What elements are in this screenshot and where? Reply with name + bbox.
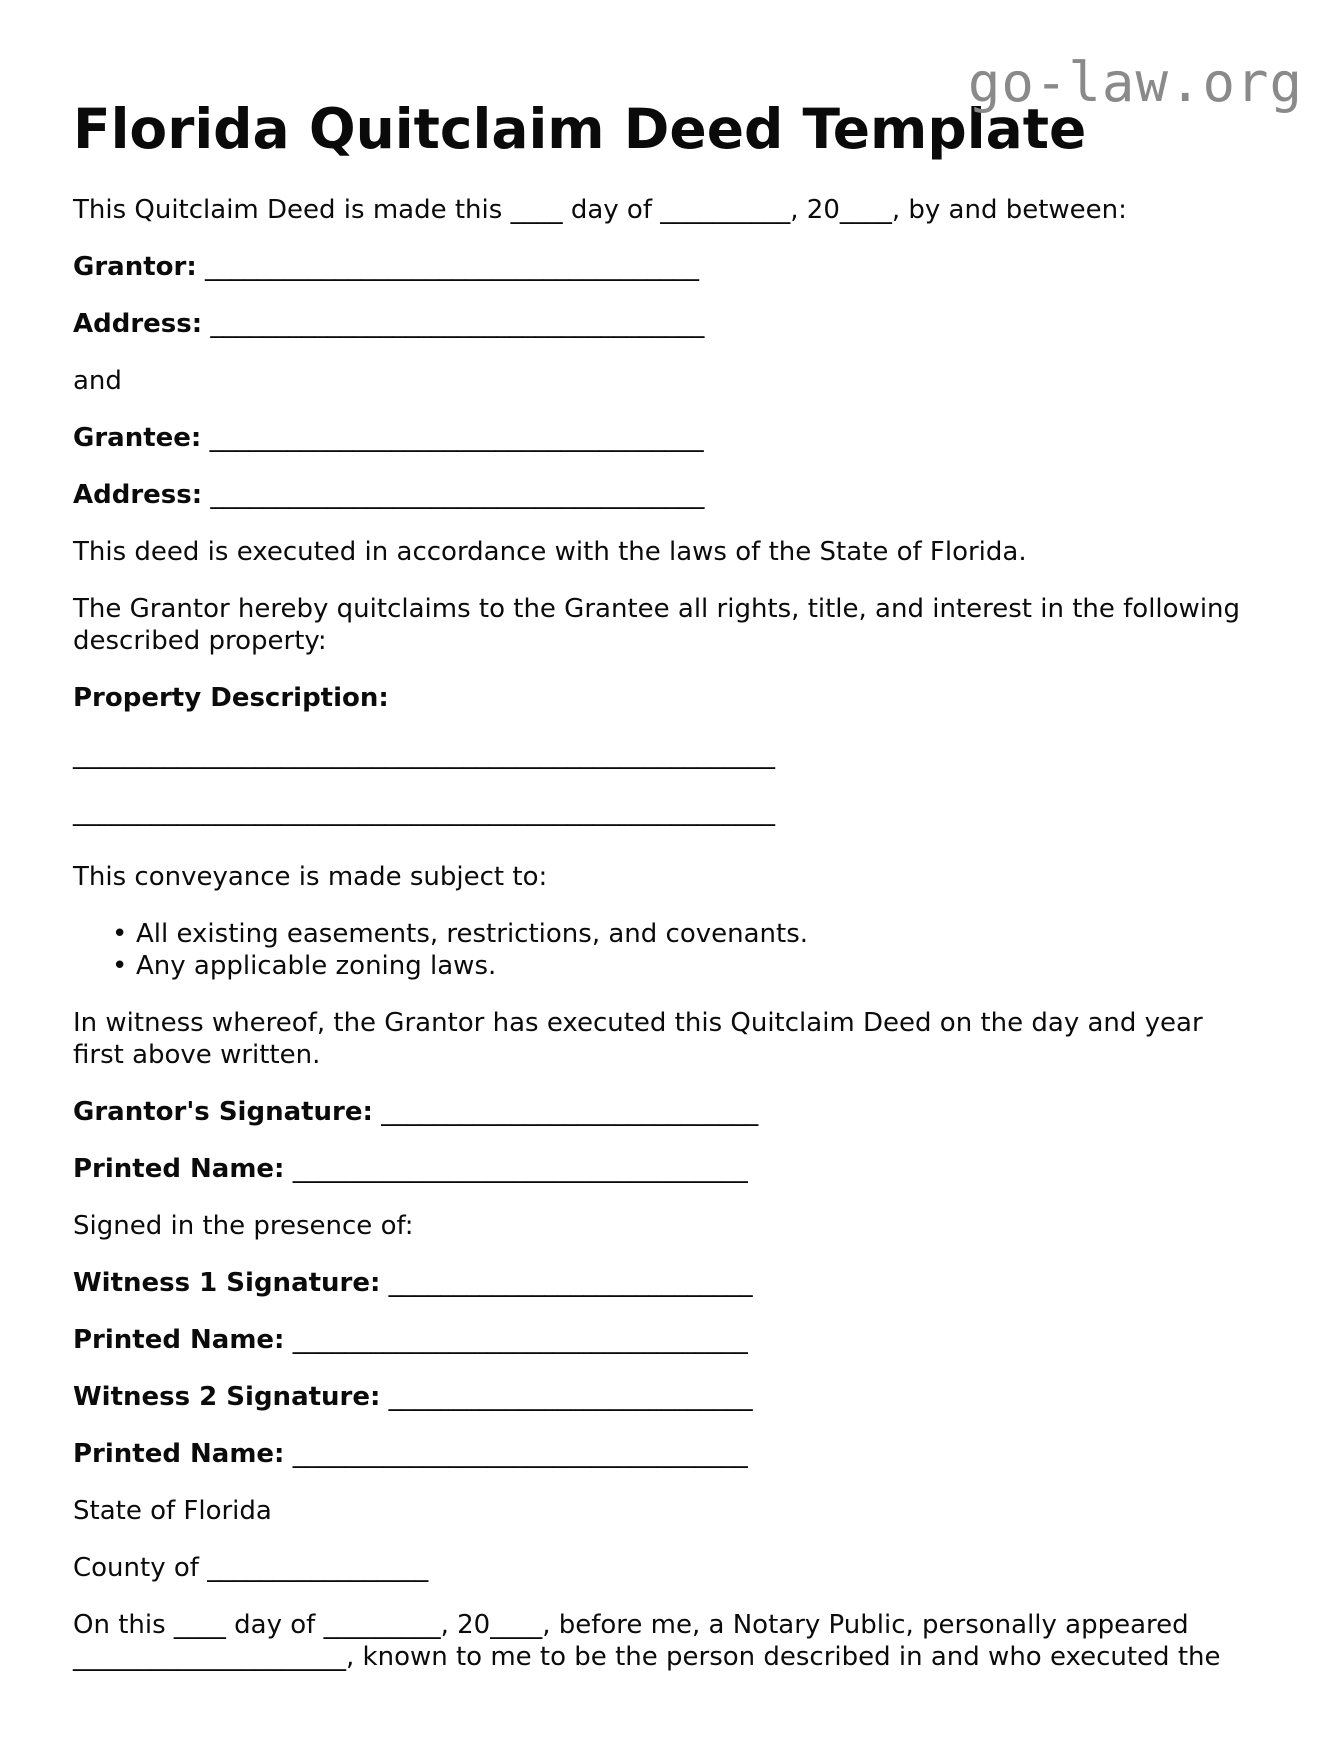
- quitclaim-clause-line2: described property:: [73, 626, 327, 656]
- grantor-signature-row: [73, 1096, 1270, 1128]
- printed-name-row-1: [73, 1153, 1270, 1185]
- subject-clause: This conveyance is made subject to:: [73, 862, 548, 892]
- presence-line: Signed in the presence of:: [73, 1211, 414, 1241]
- grantor-address-row: [73, 308, 1270, 340]
- grantee-address-row: [73, 479, 1270, 511]
- grantor-blank: ______________________________________: [205, 252, 699, 282]
- property-description-label: Property Description:: [73, 683, 389, 713]
- printed-name-row-3: [73, 1438, 1270, 1470]
- page-title: Florida Quitclaim Deed Template: [73, 97, 1087, 161]
- witness-clause-line2: first above written.: [73, 1040, 321, 1070]
- printed-name-blank-3: ___________________________________: [292, 1439, 748, 1469]
- county-label: County of: [73, 1553, 208, 1583]
- grantee-blank: ______________________________________: [209, 423, 704, 453]
- property-blank-line-1: ______________________________________________________: [73, 740, 775, 770]
- witness2-signature-label: Witness 2 Signature:: [73, 1382, 381, 1412]
- notary-state-line: State of Florida: [73, 1496, 272, 1526]
- witness2-signature-row: [73, 1381, 1270, 1413]
- witness-clause: [73, 1007, 1270, 1071]
- grantee-label: Grantee:: [73, 423, 202, 453]
- intro-paragraph: This Quitclaim Deed is made this ____ day of __________, 20____, by and between:: [73, 195, 1127, 225]
- quitclaim-clause: [73, 593, 1270, 657]
- grantor-signature-label: Grantor's Signature:: [73, 1097, 373, 1127]
- printed-name-row-2: [73, 1324, 1270, 1356]
- grantee-row: [73, 422, 1270, 454]
- subject-item-1: • All existing easements, restrictions, and covenants.: [73, 918, 1270, 950]
- witness2-signature-blank: ____________________________: [388, 1382, 753, 1412]
- grantor-label: Grantor:: [73, 252, 197, 282]
- printed-name-label-1: Printed Name:: [73, 1154, 285, 1184]
- witness1-signature-row: [73, 1267, 1270, 1299]
- grantee-address-blank: ______________________________________: [210, 480, 705, 510]
- grantor-address-blank: ______________________________________: [210, 309, 705, 339]
- witness1-signature-blank: ____________________________: [388, 1268, 753, 1298]
- printed-name-label-3: Printed Name:: [73, 1439, 285, 1469]
- subject-list: [73, 918, 1270, 982]
- ack-line2-blank: _____________________: [73, 1642, 346, 1672]
- grantor-signature-blank: _____________________________: [381, 1097, 759, 1127]
- grantor-row: [73, 251, 1270, 283]
- grantee-address-label: Address:: [73, 480, 203, 510]
- notary-county-row: [73, 1552, 1270, 1584]
- printed-name-blank-1: ___________________________________: [292, 1154, 748, 1184]
- ack-line2-rest: , known to me to be the person described in and who executed the: [346, 1642, 1221, 1672]
- printed-name-blank-2: ___________________________________: [292, 1325, 748, 1355]
- ack-line1: On this ____ day of _________, 20____, before me, a Notary Public, personally appeared: [73, 1610, 1189, 1640]
- county-blank: _________________: [207, 1553, 429, 1583]
- site-logo: go-law.org: [967, 51, 1303, 114]
- notary-acknowledgment: [73, 1609, 1270, 1673]
- law-clause: This deed is executed in accordance with the laws of the State of Florida.: [73, 537, 1027, 567]
- property-blank-line-2: ______________________________________________________: [73, 797, 775, 827]
- subject-item-2: • Any applicable zoning laws.: [73, 950, 1270, 982]
- printed-name-label-2: Printed Name:: [73, 1325, 285, 1355]
- quitclaim-clause-line1: The Grantor hereby quitclaims to the Grantee all rights, title, and interest in the following: [73, 594, 1241, 624]
- conjunction-line: and: [73, 366, 122, 396]
- witness-clause-line1: In witness whereof, the Grantor has executed this Quitclaim Deed on the day and year: [73, 1008, 1203, 1038]
- witness1-signature-label: Witness 1 Signature:: [73, 1268, 381, 1298]
- grantor-address-label: Address:: [73, 309, 203, 339]
